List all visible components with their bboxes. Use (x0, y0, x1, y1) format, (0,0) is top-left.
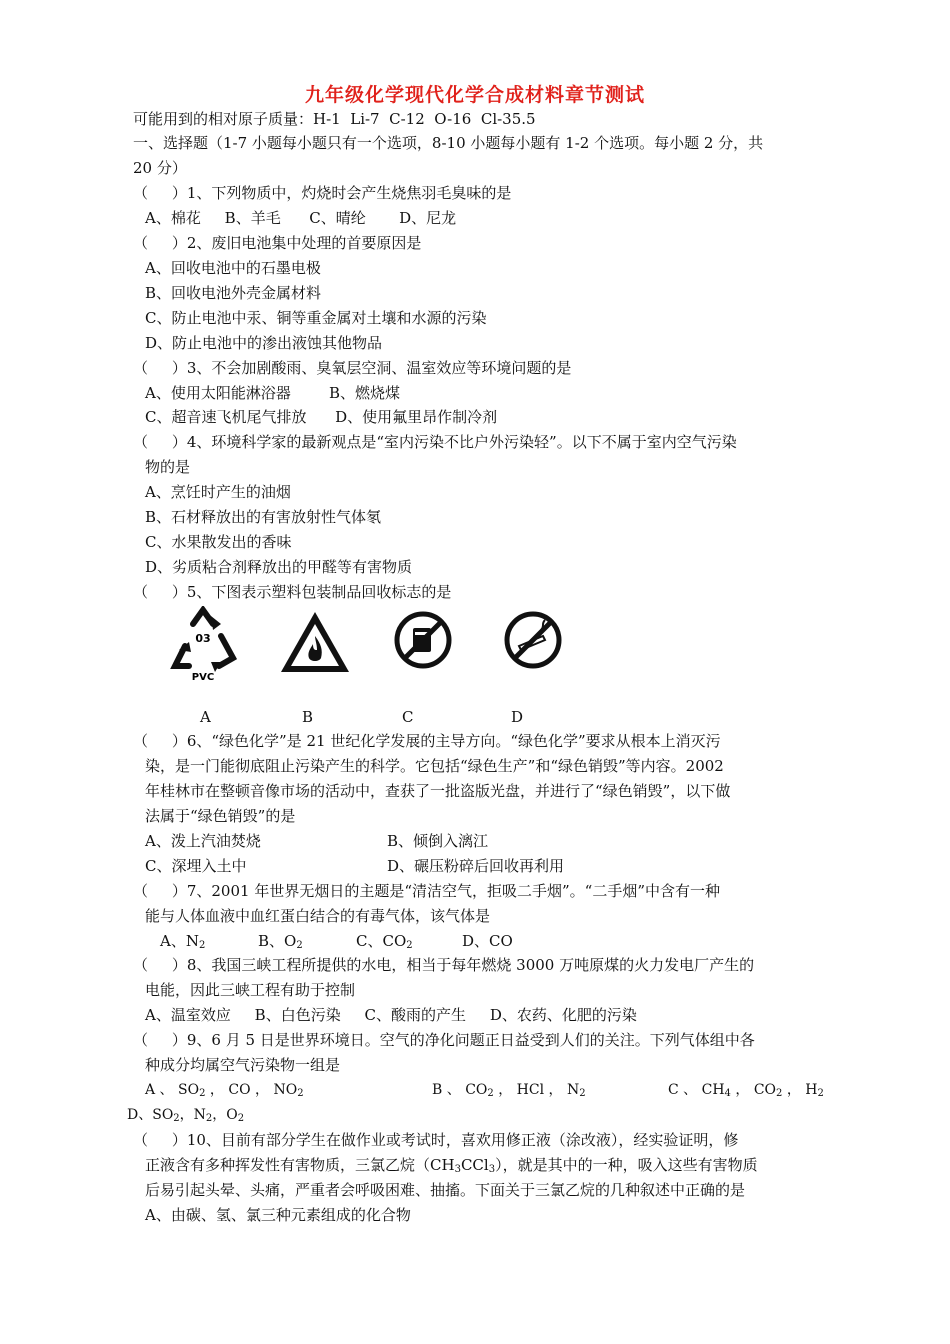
figure-label-b: B (302, 708, 314, 726)
section-header: 一、选择题（1-7 小题每小题只有一个选项，8-10 小题每小题有 1-2 个选项。每小题 2 分，共 (133, 134, 764, 152)
question-8-line-1: （ ）8、我国三峡工程所提供的水电，相当于每年燃烧 3000 万吨原煤的火力发电厂产生的 (133, 956, 755, 974)
question-3-options-ab: A、使用太阳能淋浴器 B、燃烧煤 (145, 384, 401, 402)
question-4-option-b: B、石材释放出的有害放射性气体氡 (145, 508, 382, 526)
question-6-line-3: 年桂林市在整顿音像市场的活动中，查获了一批盗版光盘，并进行了“绿色销毁”，以下做 (145, 782, 731, 800)
question-6-line-4: 法属于“绿色销毁”的是 (145, 807, 296, 825)
atomic-masses: 可能用到的相对原子质量：H-1 Li-7 C-12 O-16 Cl-35.5 (133, 110, 536, 128)
question-4-option-a: A、烹饪时产生的油烟 (145, 483, 291, 501)
question-4-stem-cont: 物的是 (145, 458, 191, 476)
figure-label-d: D (511, 708, 524, 726)
question-4-stem: （ ）4、环境科学家的最新观点是“室内污染不比户外污染轻”。以下不属于室内空气污染 (133, 433, 737, 451)
no-dumping-icon (387, 606, 467, 686)
question-1-options: A、棉花 B、羊毛 C、晴纶 D、尼龙 (145, 209, 457, 227)
question-7-line-2: 能与人体血液中血红蛋白结合的有毒气体，该气体是 (145, 907, 491, 925)
question-1-stem: （ ）1、下列物质中，灼烧时会产生烧焦羽毛臭味的是 (133, 184, 512, 202)
question-2-option-d: D、防止电池中的渗出液蚀其他物品 (145, 334, 383, 352)
recycle-pvc-icon (165, 606, 245, 686)
no-littering-icon (497, 606, 577, 686)
section-header-cont: 20 分） (133, 159, 187, 177)
question-10-line-3: 后易引起头晕、头痛，严重者会呼吸困难、抽搐。下面关于三氯乙烷的几种叙述中正确的是 (145, 1181, 746, 1199)
question-9-option-d: D、$SO_2$，$N_2$，$O_2$ (127, 1107, 245, 1124)
question-3-options-cd: C、超音速飞机尾气排放 D、使用氟里昂作制冷剂 (145, 408, 498, 426)
question-9-option-b: B 、 $CO_2$ ， HCl ， $N_2$ (432, 1082, 586, 1099)
question-7-option-a: A、$N_2$ (160, 932, 206, 951)
question-10-option-a: A、由碳、氢、氯三种元素组成的化合物 (145, 1206, 411, 1224)
recycle-symbols-figure (165, 606, 585, 686)
question-10-line-1: （ ）10、目前有部分学生在做作业或考试时，喜欢用修正液（涂改液），经实验证明，修 (133, 1131, 739, 1149)
question-5-stem: （ ）5、下图表示塑料包装制品回收标志的是 (133, 583, 452, 601)
question-6-option-c: C、深埋入土中 (145, 857, 247, 875)
question-2-stem: （ ）2、废旧电池集中处理的首要原因是 (133, 234, 422, 252)
question-2-option-c: C、防止电池中汞、铜等重金属对土壤和水源的污染 (145, 309, 487, 327)
question-4-option-c: C、水果散发出的香味 (145, 533, 292, 551)
figure-label-a: A (200, 708, 211, 726)
question-9-option-a: A 、 $SO_2$ ， CO ， $NO_2$ (145, 1082, 304, 1099)
question-6-line-2: 染，是一门能彻底阻止污染产生的科学。它包括“绿色生产”和“绿色销毁”等内容。2002 (145, 757, 724, 775)
question-8-line-2: 电能，因此三峡工程有助于控制 (145, 981, 356, 999)
flammable-warning-icon (275, 606, 355, 686)
question-7-line-1: （ ）7、2001 年世界无烟日的主题是“清洁空气，拒吸二手烟”。“二手烟”中含有一种 (133, 882, 721, 900)
question-6-line-1: （ ）6、“绿色化学”是 21 世纪化学发展的主导方向。“绿色化学”要求从根本上消灭污 (133, 732, 721, 750)
question-2-option-a: A、回收电池中的石墨电极 (145, 259, 321, 277)
question-3-stem: （ ）3、不会加剧酸雨、臭氧层空洞、温室效应等环境问题的是 (133, 359, 572, 377)
question-7-option-c: C、$CO_2$ (356, 932, 413, 951)
figure-label-c: C (402, 708, 414, 726)
question-6-option-d: D、碾压粉碎后回收再利用 (387, 857, 565, 875)
question-10-line-2: 正液含有多种挥发性有害物质，三氯乙烷$(CH_3CCl_3)$，就是其中的一种，吸入这些有害物质 (145, 1156, 758, 1175)
question-6-option-b: B、倾倒入漓江 (387, 832, 489, 850)
question-9-line-2: 种成分均属空气污染物一组是 (145, 1056, 341, 1074)
recycle-pvc-label: PVC (191, 672, 215, 683)
recycle-code-text: 03 (195, 632, 211, 645)
question-2-option-b: B、回收电池外壳金属材料 (145, 284, 322, 302)
question-7-option-b: B、$O_2$ (258, 932, 303, 951)
question-4-option-d: D、劣质粘合剂释放出的甲醛等有害物质 (145, 558, 413, 576)
question-6-option-a: A、泼上汽油焚烧 (145, 832, 261, 850)
question-7-option-d: D、CO (462, 932, 513, 950)
question-9-line-1: （ ）9、6 月 5 日是世界环境日。空气的净化问题正日益受到人们的关注。下列气体组中各 (133, 1031, 755, 1049)
question-8-options: A、温室效应 B、白色污染 C、酸雨的产生 D、农药、化肥的污染 (145, 1006, 637, 1024)
question-9-option-c: C 、 $CH_4$ ， $CO_2$ ， $H_2$ (668, 1082, 824, 1099)
page-title: 九年级化学现代化学合成材料章节测试 (304, 84, 645, 106)
